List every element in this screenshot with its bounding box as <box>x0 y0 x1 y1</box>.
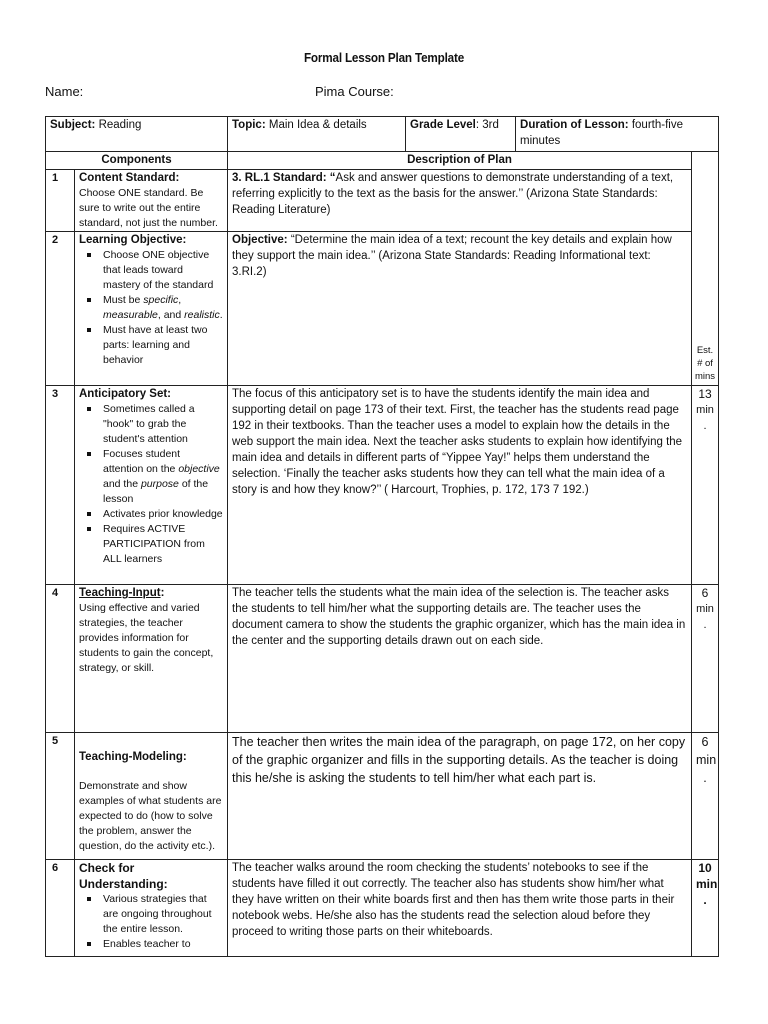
row-number: 3 <box>46 386 75 585</box>
component-title: Anticipatory Set: <box>79 388 172 400</box>
bullet-item: Various strategies that are ongoing throughout the entire lesson. <box>103 892 223 937</box>
est-minutes-cell <box>692 585 719 733</box>
est-dot: . <box>703 893 707 907</box>
component-text: Demonstrate and show examples of what students are expected to do (how to solve the problem, answer the question, do the activity etc.). <box>79 780 222 852</box>
description-text: Ask and answer questions to demonstrate understanding of a text, referring explicitly to the text as the basis for the answer.’’ (Arizona State Standards: Reading Literature) <box>232 172 674 216</box>
description-cell: The teacher tells the students what the main idea of the selection is. The teacher asks the students to tell him/her what the supporting details are. The teacher uses the document camera to show the students the graphic organizer, which has the main idea in the center and the supporting details drawn out on each side. <box>228 585 692 733</box>
bullet-item-focus: Focuses student attention on the objective and the purpose of the lesson <box>103 447 223 507</box>
est-minutes-cell <box>692 733 719 860</box>
duration-cell <box>516 117 719 152</box>
description-heading: Description of Plan <box>228 152 692 170</box>
est-label-line: Est. <box>696 345 714 356</box>
grade-cell <box>406 117 516 152</box>
component-text: Using effective and varied strategies, the teacher provides information for students to gain the concept, strategy, or skill. <box>79 602 214 674</box>
topic-label: Topic: <box>232 119 266 131</box>
component-cell <box>75 860 228 957</box>
row-number: 5 <box>46 733 75 860</box>
pima-course-label: Pima Course: <box>315 84 394 99</box>
bullet-item: Enables teacher to <box>103 937 223 952</box>
component-title: Content Standard: <box>79 172 180 184</box>
component-cell <box>75 733 228 860</box>
description-text: “Determine the main idea of a text; recount the key details and explain how they support the main idea.’’ (Arizona State Standards: Reading Informational text: 3.RI.2) <box>232 234 672 278</box>
column-header-row <box>46 152 719 170</box>
bullet-item: Must have at least two parts: learning and behavior <box>103 323 223 368</box>
bullet-item: Activates prior knowledge <box>103 508 223 520</box>
table-row <box>46 386 719 585</box>
est-minutes-heading <box>692 232 719 386</box>
description-cell: The teacher then writes the main idea of the paragraph, on page 172, on her copy of the graphic organizer and fills in the supporting details. As the teacher is doing this he/she is asking the students to tell him/her what each part is. <box>228 733 692 860</box>
grade-label: Grade Level <box>410 119 476 131</box>
description-cell: The teacher walks around the room checking the students’ notebooks to see if the students have filled it out correctly. The teacher also has students show him/her what they have written on their white boards first and then has them write those parts in their notebook webs. He/she also has the students read the selection aloud before they proceed to writing those parts on their whiteboards. <box>228 860 692 957</box>
duration-label: Duration of Lesson: <box>520 119 629 131</box>
est-unit: min <box>696 404 714 416</box>
row-number: 4 <box>46 585 75 733</box>
name-label: Name: <box>45 84 84 99</box>
component-cell <box>75 585 228 733</box>
component-cell <box>75 232 228 386</box>
objective-label: Objective: <box>232 234 288 246</box>
est-value: 10 <box>698 861 712 875</box>
description-cell <box>228 170 692 232</box>
est-dot: . <box>703 619 707 631</box>
duration-value: fourth-five minutes <box>520 119 683 147</box>
table-row <box>46 170 719 232</box>
component-title: Teaching-Modeling: <box>79 751 187 763</box>
row-number: 6 <box>46 860 75 957</box>
component-cell <box>75 386 228 585</box>
est-minutes-cell <box>692 860 719 957</box>
row-number: 1 <box>46 170 75 232</box>
lesson-plan-table <box>45 116 719 957</box>
components-heading: Components <box>46 152 228 170</box>
component-text: Choose ONE standard. Be sure to write out the entire standard, not just the number. <box>79 187 218 229</box>
component-title: Check for Understanding: <box>79 861 168 891</box>
standard-label: 3. RL.1 Standard: “ <box>232 172 336 184</box>
est-unit: min <box>696 753 717 767</box>
component-cell <box>75 170 228 232</box>
bullet-item: Sometimes called a "hook" to grab the student's attention <box>103 402 223 447</box>
bullet-item-specific: Must be specific, measurable, and realistic. <box>103 294 223 321</box>
component-title: Learning Objective: <box>79 234 187 246</box>
est-label-line: mins <box>694 371 716 382</box>
est-value: 6 <box>701 586 709 600</box>
description-cell: The focus of this anticipatory set is to have the students identify the main idea and supporting detail on page 173 of their text. First, the teacher has the students read page 192 in their textbooks. Than the teacher uses a model to explain how the details in the web support the main idea. Next the teacher asks students to explain how identifying the main idea and details in different parts of “Yippee Yay!” helps them understand the selection. ‘Finally the teacher asks students how they can tell what the main idea of a story is and how they know?’’ ( Harcourt, Trophies, p. 172, 173 7 192.) <box>228 386 692 585</box>
table-row <box>46 860 719 957</box>
subject-cell <box>46 117 228 152</box>
row-number: 2 <box>46 232 75 386</box>
subject-label: Subject: <box>50 119 96 131</box>
est-dot: . <box>703 420 707 432</box>
est-unit: min <box>696 877 718 891</box>
table-row <box>46 585 719 733</box>
table-row <box>46 232 719 386</box>
est-minutes-cell <box>692 386 719 585</box>
est-label-line: # of <box>697 358 713 369</box>
document-title: Formal Lesson Plan Template <box>303 50 465 65</box>
component-title: Teaching-Input: <box>79 587 165 599</box>
est-value: 13 <box>698 387 712 401</box>
subject-value: Reading <box>95 119 142 131</box>
est-value: 6 <box>701 735 709 749</box>
topic-value: Main Idea & details <box>265 119 367 131</box>
est-unit: min <box>696 603 714 615</box>
topic-cell <box>228 117 406 152</box>
est-dot: . <box>703 771 707 785</box>
grade-value: : 3rd <box>475 119 499 131</box>
table-row <box>46 733 719 860</box>
bullet-item: Choose ONE objective that leads toward mastery of the standard <box>103 248 223 293</box>
description-cell <box>228 232 692 386</box>
header-row <box>46 117 719 152</box>
bullet-item: Requires ACTIVE PARTICIPATION from ALL learners <box>103 522 223 567</box>
